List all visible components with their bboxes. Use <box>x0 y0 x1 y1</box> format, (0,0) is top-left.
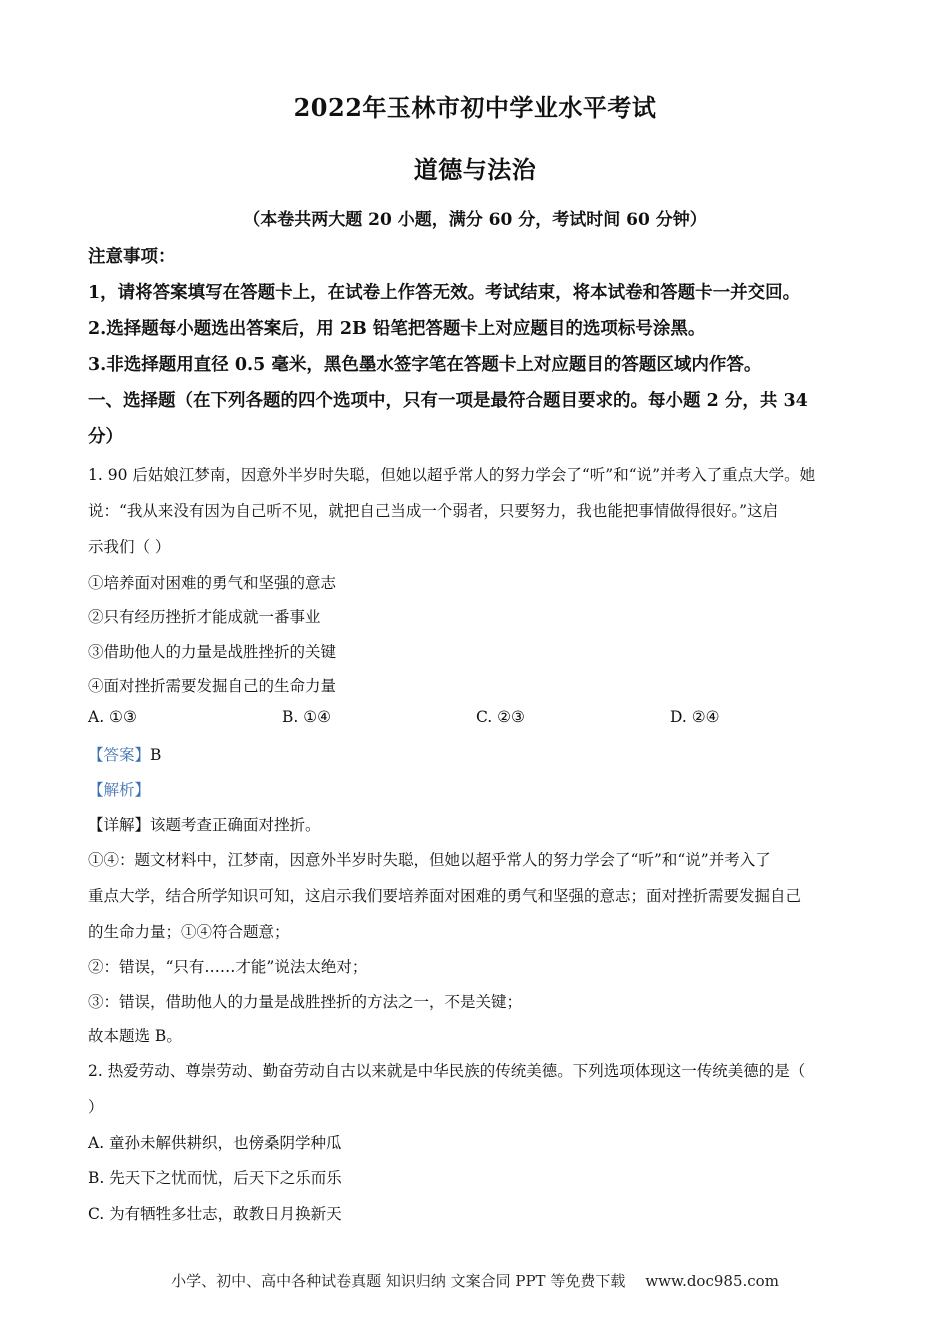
q1-option-d: D. ②④ <box>670 708 720 726</box>
q1-detail-line-1: 【详解】该题考查正确面对挫折。 <box>88 816 321 834</box>
notice-item-1: 1，请将答案填写在答题卡上，在试卷上作答无效。考试结束，将本试卷和答题卡一并交回。 <box>88 283 801 303</box>
q1-detail-line-6: ③：错误，借助他人的力量是战胜挫折的方法之一，不是关键； <box>88 993 523 1011</box>
q1-option-c: C. ②③ <box>476 708 525 726</box>
q1-detail-line-4: 的生命力量；①④符合题意； <box>88 923 290 941</box>
answer-value: B <box>150 746 162 764</box>
q2-option-b: B. 先天下之忧而忧，后天下之乐而乐 <box>88 1169 342 1187</box>
q1-statement-1: ①培养面对困难的勇气和坚强的意志 <box>88 574 337 592</box>
q2-option-c: C. 为有牺牲多壮志，敢教日月换新天 <box>88 1205 342 1223</box>
q1-option-a: A. ①③ <box>88 708 137 726</box>
answer-tag: 【答案】 <box>88 746 151 764</box>
subject-title: 道德与法治 <box>413 155 537 184</box>
q1-statement-4: ④面对挫折需要发掘自己的生命力量 <box>88 677 337 695</box>
q1-detail-line-7: 故本题选 B。 <box>88 1027 182 1045</box>
footer-text: 小学、初中、高中各种试卷真题 知识归纳 文案合同 PPT 等免费下载 <box>171 1272 626 1290</box>
q1-stem-line-3: 示我们（ ） <box>88 538 171 556</box>
footer-url: www.doc985.com <box>645 1272 779 1290</box>
q1-answer <box>88 743 868 765</box>
q1-stem-line-2: 说：“我从来没有因为自己听不见，就把自己当成一个弱者，只要努力，我也能把事情做得很好。”这启 <box>88 502 779 520</box>
analysis-tag: 【解析】 <box>88 781 151 799</box>
notice-item-3: 3.非选择题用直径 0.5 毫米，黑色墨水签字笔在答题卡上对应题目的答题区域内作答。 <box>88 355 762 375</box>
notice-item-2: 2.选择题每小题选出答案后，用 2B 铅笔把答题卡上对应题目的选项标号涂黑。 <box>88 319 706 339</box>
q1-detail-line-2: ①④：题文材料中，江梦南，因意外半岁时失聪，但她以超乎常人的努力学会了“听”和“说”并考入了 <box>88 851 771 869</box>
q2-stem-line-2: ） <box>88 1098 104 1116</box>
q1-stem-line-1: 1. 90 后姑娘江梦南，因意外半岁时失聪，但她以超乎常人的努力学会了“听”和“说”并考入了重点大学。她 <box>88 466 816 484</box>
q2-stem-line-1: 2. 热爱劳动、尊崇劳动、勤奋劳动自古以来就是中华民族的传统美德。下列选项体现这一传统美德的是（ <box>88 1062 806 1080</box>
q1-detail-line-5: ②：错误，“只有……才能”说法太绝对； <box>88 958 368 976</box>
q2-option-a: A. 童孙未解供耕织，也傍桑阴学种瓜 <box>88 1134 342 1152</box>
q1-statement-2: ②只有经历挫折才能成就一番事业 <box>88 608 321 626</box>
exam-title: 2022年玉林市初中学业水平考试 <box>293 93 657 122</box>
q1-detail-line-3: 重点大学，结合所学知识可知，这启示我们要培养面对困难的勇气和坚强的意志；面对挫折需要发掘自己 <box>88 887 802 905</box>
section-heading-cont: 分） <box>88 427 123 447</box>
page-footer <box>0 1270 950 1291</box>
exam-note: （本卷共两大题 20 小题，满分 60 分，考试时间 60 分钟） <box>243 210 707 230</box>
notice-heading: 注意事项： <box>88 247 176 267</box>
q1-option-b: B. ①④ <box>282 708 332 726</box>
section-heading: 一、选择题（在下列各题的四个选项中，只有一项是最符合题目要求的。每小题 2 分，共 34 <box>88 391 808 411</box>
q1-statement-3: ③借助他人的力量是战胜挫折的关键 <box>88 643 337 661</box>
